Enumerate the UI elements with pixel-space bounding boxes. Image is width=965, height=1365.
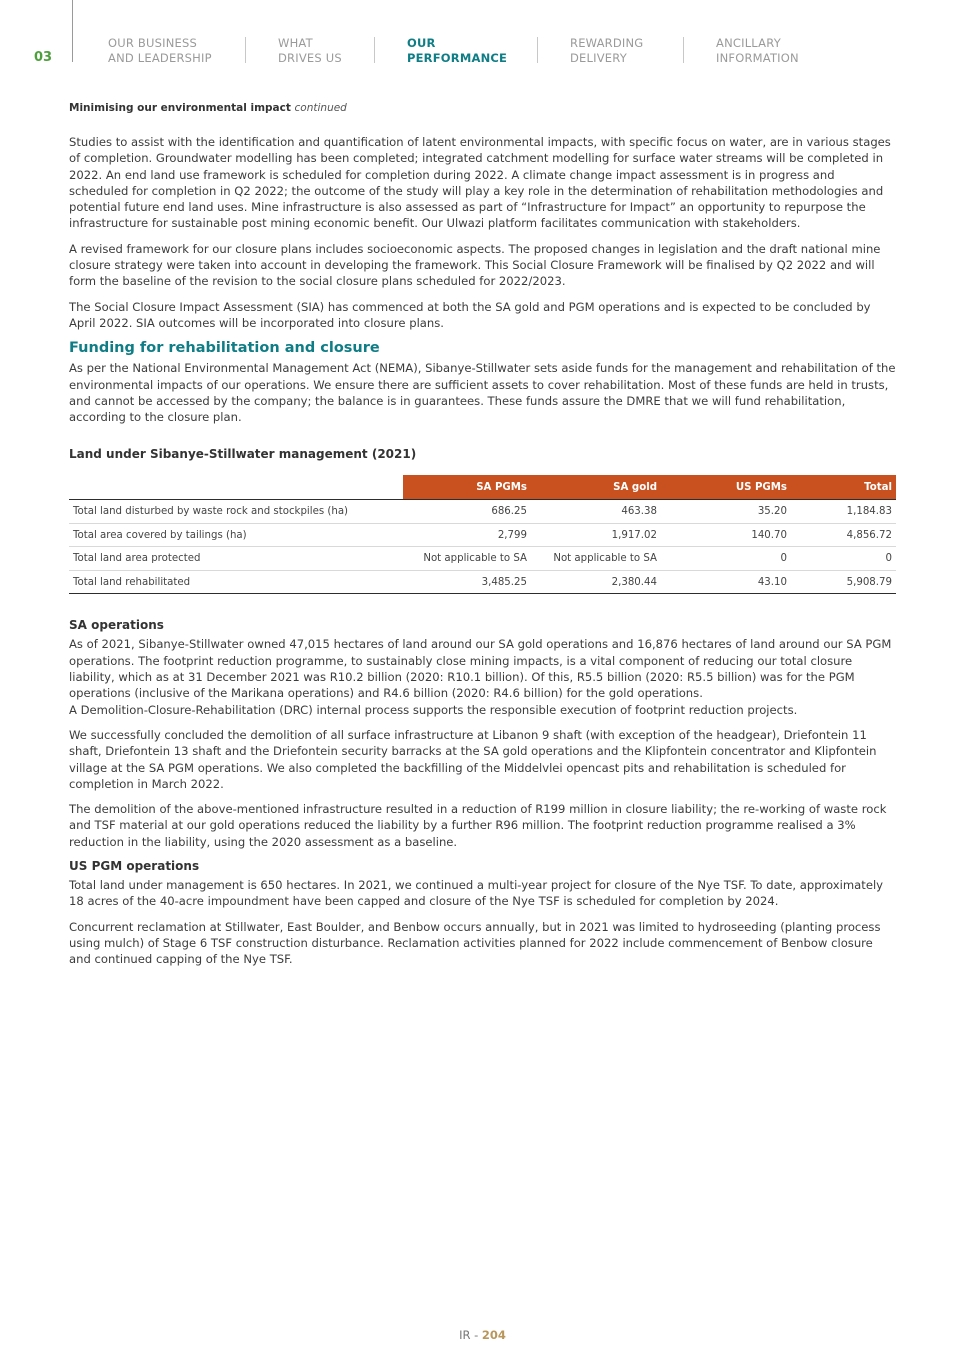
- continued-label: continued: [294, 102, 347, 114]
- nav-ancillary-information[interactable]: ANCILLARY INFORMATION: [716, 36, 799, 65]
- sa-paragraph: We successfully concluded the demolition of all surface infrastructure at Libanon 9 shaft (with exception of the headgear), Driefontein 11 shaft, Driefontein 13 shaft and the Driefontein security barracks at the SA gold operations and the Klipfontein concentrator and Klipfontein village at the SA PGM operations. We also completed the backfilling of the Middelvlei opencast pits and rehabilitation is scheduled for completion in March 2022.: [69, 727, 877, 791]
- sa-paragraph: The demolition of the above-mentioned infrastructure resulted in a reduction of R199 million in closure liability; the re-working of waste rock and TSF material at our gold operations reduced the liability by a further R96 million. The footprint reduction programme realised a 3% reduction in the liability, using the 2020 assessment as a baseline.: [69, 802, 887, 849]
- table-cell: 463.38: [531, 500, 661, 524]
- us-paragraph: Concurrent reclamation at Stillwater, East Boulder, and Benbow occurs annually, but in 2021 was limited to hydroseeding (planting process using mulch) of Stage 6 TSF construction disturbance. Reclamation activities planned for 2022 include commencement of Benbow closure and continued capping of the Nye TSF.: [69, 919, 881, 967]
- nav-our-business[interactable]: OUR BUSINESS AND LEADERSHIP: [108, 36, 212, 65]
- nav-separator: [537, 37, 538, 63]
- us-operations-heading: US PGM operations: [69, 859, 200, 874]
- table-cell: 35.20: [661, 500, 791, 524]
- nav-separator: [374, 37, 375, 63]
- table-row: [69, 500, 896, 524]
- table-cell: 1,917.02: [531, 523, 661, 547]
- table-row: [69, 547, 896, 571]
- column-header: US PGMs: [661, 475, 791, 500]
- land-table: [69, 475, 896, 594]
- us-paragraph: Total land under management is 650 hectares. In 2021, we continued a multi-year project for closure of the Nye TSF. To date, approximately 18 acres of the 40-acre impoundment have been capped and closure of the Nye TSF is scheduled for completion by 2024.: [69, 878, 884, 909]
- sa-operations-heading: SA operations: [69, 618, 164, 633]
- nav-rewarding-delivery[interactable]: REWARDING DELIVERY: [570, 36, 644, 65]
- funding-paragraph: As per the National Environmental Management Act (NEMA), Sibanye-Stillwater sets aside funds for the management and rehabilitation of the environmental impacts of our operations. We ensure there are sufficient assets to cover rehabilitation. Most of these funds are held in trusts, and cannot be accessed by the company; the balance is in guarantees. These funds assure the DMRE that we will fund rehabilitation, according to the closure plan.: [69, 361, 896, 425]
- row-label: Total land rehabilitated: [69, 570, 403, 594]
- page-footer: [0, 1328, 965, 1342]
- nav-separator: [683, 37, 684, 63]
- table-row: [69, 523, 896, 547]
- table-cell: 2,799: [403, 523, 531, 547]
- table-cell: 0: [661, 547, 791, 571]
- table-cell: 686.25: [403, 500, 531, 524]
- chapter-number: 03: [34, 50, 53, 65]
- header-divider: [72, 0, 73, 62]
- nav-separator: [245, 37, 246, 63]
- table-cell: Not applicable to SA: [531, 547, 661, 571]
- table-cell: 3,485.25: [403, 570, 531, 594]
- table-cell: 0: [791, 547, 896, 571]
- table-cell: 4,856.72: [791, 523, 896, 547]
- table-header-row: [69, 475, 896, 500]
- row-label: Total area covered by tailings (ha): [69, 523, 403, 547]
- table-cell: 2,380.44: [531, 570, 661, 594]
- intro-paragraph: A revised framework for our closure plans includes socioeconomic aspects. The proposed changes in legislation and the draft national mine closure strategy were taken into account in developing the framework. This Social Closure Framework will be finalised by Q2 2022 and will form the baseline of the revision to the social closure plans scheduled for 2022/2023.: [69, 241, 881, 289]
- table-cell: 5,908.79: [791, 570, 896, 594]
- section-label: Minimising our environmental impact continued: [69, 102, 347, 114]
- column-header: SA gold: [531, 475, 661, 500]
- intro-paragraph: The Social Closure Impact Assessment (SIA) has commenced at both the SA gold and PGM operations and is expected to be concluded by April 2022. SIA outcomes will be incorporated into closure plans.: [69, 299, 871, 330]
- footer-prefix: IR -: [459, 1328, 482, 1342]
- nav-what-drives-us[interactable]: WHAT DRIVES US: [278, 36, 342, 65]
- table-cell: 43.10: [661, 570, 791, 594]
- intro-paragraph: Studies to assist with the identification and quantification of latent environmental impacts, with specific focus on water, are in various stages of completion. Groundwater modelling has been completed; integrated catchment modelling for surface water streams will be completed in 2022. An end land use framework is scheduled for completion during 2022. A climate change impact assessment is in progress and scheduled for completion in Q2 2022; the outcome of the study will play a key role in the determination of rehabilitation methodologies and potential future end land uses. Mine infrastructure is also assessed as part of “Infrastructure for Impact” an opportunity to repurpose the infrastructure for sustainable post mining economic benefit. Our Ulwazi platform facilitates communication with stakeholders.: [69, 135, 891, 231]
- main-content: [69, 102, 897, 977]
- table-cell: 140.70: [661, 523, 791, 547]
- column-header: Total: [791, 475, 896, 500]
- operations-sections: [69, 618, 897, 967]
- funding-heading: Funding for rehabilitation and closure: [69, 340, 380, 357]
- page-number: 204: [481, 1328, 506, 1342]
- row-label: Total land disturbed by waste rock and stockpiles (ha): [69, 500, 403, 524]
- table-cell: 1,184.83: [791, 500, 896, 524]
- table-cell: Not applicable to SA: [403, 547, 531, 571]
- column-header: SA PGMs: [403, 475, 531, 500]
- table-row: [69, 570, 896, 594]
- land-table-title: Land under Sibanye-Stillwater management (2021): [69, 447, 417, 462]
- row-label: Total land area protected: [69, 547, 403, 571]
- nav-our-performance[interactable]: OUR PERFORMANCE: [407, 36, 508, 65]
- sa-paragraph: As of 2021, Sibanye-Stillwater owned 47,015 hectares of land around our SA gold operations and 16,876 hectares of land around our SA PGM operations. The footprint reduction programme, to sustainably close mining impacts, is a vital component of reducing our total closure liability, which as at 31 December 2021 was R10.2 billion (2020: R10.1 billion). Of this, R5.5 billion (2020: R5.5 billion) was for the PGM operations (inclusive of the Marikana operations) and R4.6 billion (2020: R4.6 billion) for the gold operations. A Demolition-Closure-Rehabilitation (DRC) internal process supports the responsible execution of footprint reduction projects.: [69, 637, 892, 717]
- table-header-blank: [69, 475, 403, 500]
